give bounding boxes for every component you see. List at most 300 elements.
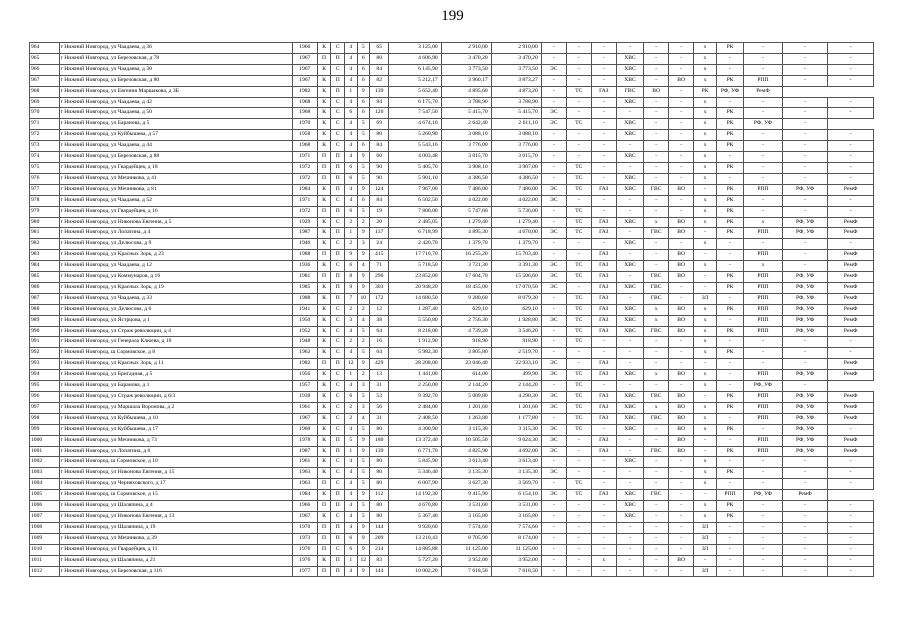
table-cell: 1985	[292, 282, 317, 293]
table-row	[30, 522, 874, 533]
table-cell: -	[541, 533, 566, 544]
table-cell: 6	[345, 261, 358, 272]
table-cell: -	[541, 141, 566, 152]
table-row	[30, 402, 874, 413]
table-cell: 5	[357, 206, 370, 217]
table-cell: 90	[370, 162, 389, 173]
table-cell: ХВС	[616, 490, 643, 501]
table-cell: 1982	[292, 359, 317, 370]
table-cell: -	[744, 501, 783, 512]
table-cell: -	[591, 544, 616, 555]
table-cell: -	[591, 152, 616, 163]
table-cell: ТС	[566, 304, 591, 315]
table-cell: -	[566, 108, 591, 119]
table-cell: -	[541, 544, 566, 555]
table-cell: К	[317, 555, 331, 566]
table-cell: 90	[370, 173, 389, 184]
table-cell: 7 547,50	[389, 108, 441, 119]
table-row	[30, 228, 874, 239]
table-cell: 1962	[292, 348, 317, 359]
table-cell: ТС	[566, 326, 591, 337]
table-cell: г Нижний Новгород, ш Сормовское, д 10	[59, 457, 292, 468]
table-cell: 5 405,70	[389, 162, 441, 173]
table-row	[30, 86, 874, 97]
table-cell: 9 920,60	[389, 522, 441, 533]
table-cell: -	[591, 43, 616, 54]
table-cell: -	[616, 544, 643, 555]
table-cell: -	[644, 75, 669, 86]
table-cell: РемФ	[828, 413, 874, 424]
table-cell: ТС	[566, 370, 591, 381]
table-cell: 17 604,70	[441, 272, 491, 283]
table-cell: С	[331, 457, 345, 468]
table-cell: -	[744, 424, 783, 435]
table-cell: -	[716, 381, 743, 392]
table-cell: 5 009,80	[441, 392, 491, 403]
table-cell: 6 502,50	[389, 195, 441, 206]
table-cell: 1952	[292, 326, 317, 337]
table-cell: 1012	[30, 566, 60, 577]
table-cell: 9	[357, 544, 370, 555]
table-cell: -	[566, 43, 591, 54]
table-cell: РК	[716, 119, 743, 130]
table-cell: -	[669, 162, 694, 173]
table-cell: ГАЗ	[591, 413, 616, 424]
table-cell: -	[644, 533, 669, 544]
table-cell: -	[744, 97, 783, 108]
table-cell: -	[591, 457, 616, 468]
table-cell: РФ, УФ	[782, 282, 827, 293]
table-cell: ВО	[669, 261, 694, 272]
table-cell: -	[782, 544, 827, 555]
table-cell: -	[541, 293, 566, 304]
table-cell: -	[591, 424, 616, 435]
table-cell: -	[744, 479, 783, 490]
table-cell: 5	[345, 435, 358, 446]
table-cell: -	[591, 468, 616, 479]
table-cell: 6	[357, 64, 370, 75]
table-cell: -	[744, 533, 783, 544]
table-cell: 5	[357, 130, 370, 141]
table-cell: х	[694, 195, 717, 206]
table-row	[30, 152, 874, 163]
table-cell: 981	[30, 228, 60, 239]
table-cell: 28 208,00	[389, 359, 441, 370]
table-cell: 4 022,00	[441, 195, 491, 206]
table-cell: -	[644, 141, 669, 152]
table-cell: 5 212,17	[389, 75, 441, 86]
table-cell: -	[644, 119, 669, 130]
table-cell: -	[541, 304, 566, 315]
table-cell: РК	[716, 348, 743, 359]
table-cell: -	[566, 359, 591, 370]
table-cell: -	[828, 108, 874, 119]
table-cell: -	[591, 141, 616, 152]
table-cell: 84	[370, 64, 389, 75]
table-cell: 1967	[292, 75, 317, 86]
table-cell: 3 805,80	[441, 348, 491, 359]
table-cell: -	[694, 272, 717, 283]
table-cell: ЭС	[541, 184, 566, 195]
table-cell: ХВС	[616, 75, 643, 86]
table-cell: 1968	[292, 108, 317, 119]
table-cell: 6 771,70	[389, 446, 441, 457]
table-cell: -	[782, 239, 827, 250]
table-cell: -	[616, 522, 643, 533]
table-row	[30, 250, 874, 261]
table-cell: -	[744, 141, 783, 152]
table-cell: 80	[370, 53, 389, 64]
table-cell: 5	[357, 479, 370, 490]
table-cell: П	[331, 53, 345, 64]
table-cell: 80	[370, 424, 389, 435]
table-cell: ЭС	[541, 370, 566, 381]
table-cell: К	[317, 228, 331, 239]
table-cell: г Нижний Новгород, ул Делюсова, д 9	[59, 239, 292, 250]
table-cell: 3	[357, 381, 370, 392]
table-cell: -	[591, 522, 616, 533]
table-cell: П	[317, 359, 331, 370]
table-cell: х	[694, 217, 717, 228]
table-cell: 970	[30, 108, 60, 119]
table-cell: 11 125,00	[441, 544, 491, 555]
table-cell: -	[616, 108, 643, 119]
table-cell: П	[331, 250, 345, 261]
table-cell: 4 386,50	[441, 173, 491, 184]
table-row	[30, 184, 874, 195]
table-cell: 3 960,17	[441, 75, 491, 86]
table-cell: 9	[357, 272, 370, 283]
table-cell: 1007	[30, 511, 60, 522]
table-cell: г Нижний Новгород, ул Страж революции, д 6/3	[59, 392, 292, 403]
table-cell: РемФ	[828, 326, 874, 337]
table-cell: -	[566, 533, 591, 544]
table-cell: -	[616, 381, 643, 392]
table-cell: 5 727,20	[389, 555, 441, 566]
table-cell: г Нижний Новгород, ул Мечникова, д 41	[59, 173, 292, 184]
table-cell: 5 901,10	[389, 173, 441, 184]
table-cell: С	[331, 108, 345, 119]
table-cell: 10	[357, 293, 370, 304]
table-cell: -	[828, 206, 874, 217]
table-cell: -	[694, 435, 717, 446]
table-cell: 4	[345, 97, 358, 108]
table-cell: 6	[345, 173, 358, 184]
table-cell: ХВС	[616, 424, 643, 435]
table-cell: 3 613,40	[441, 457, 491, 468]
table-cell: К	[317, 239, 331, 250]
table-cell: 2 485,05	[389, 217, 441, 228]
table-cell: 3 546,20	[491, 326, 541, 337]
table-cell: х	[694, 239, 717, 250]
table-cell: РФ, УФ	[744, 381, 783, 392]
table-cell: -	[616, 195, 643, 206]
table-cell: -	[566, 435, 591, 446]
table-cell: -	[644, 544, 669, 555]
table-cell: 987	[30, 293, 60, 304]
table-cell: г Нижний Новгород, ул Чаадаева, д 44	[59, 141, 292, 152]
table-cell: С	[331, 119, 345, 130]
table-cell: 5 845,90	[389, 457, 441, 468]
table-cell: 9	[357, 359, 370, 370]
table-cell: П	[331, 75, 345, 86]
table-cell: ГАЗ	[591, 261, 616, 272]
table-cell: -	[616, 555, 643, 566]
table-cell: ТС	[566, 217, 591, 228]
table-cell: П	[317, 206, 331, 217]
table-cell: 5 543,16	[389, 141, 441, 152]
table-cell: -	[782, 173, 827, 184]
table-cell: х	[694, 206, 717, 217]
table-cell: 80	[370, 479, 389, 490]
table-cell: г Нижний Новгород, ул Черняховского, д 17	[59, 479, 292, 490]
table-cell: 4	[345, 490, 358, 501]
table-cell: г Нижний Новгород, ул Чаадаева, д 33	[59, 293, 292, 304]
table-cell: 13 372,40	[389, 435, 441, 446]
table-cell: ГВС	[644, 326, 669, 337]
table-cell: -	[541, 250, 566, 261]
table-cell: 9	[357, 86, 370, 97]
table-cell: С	[331, 370, 345, 381]
table-cell: РФ, УФ	[782, 370, 827, 381]
table-cell: ХВС	[616, 130, 643, 141]
table-cell: К	[317, 392, 331, 403]
table-cell: ЭС	[541, 119, 566, 130]
table-cell: -	[566, 282, 591, 293]
table-cell: 1963	[292, 479, 317, 490]
table-cell: П	[331, 293, 345, 304]
table-cell: -	[616, 228, 643, 239]
table-row	[30, 479, 874, 490]
table-cell: -	[616, 337, 643, 348]
table-cell: -	[694, 490, 717, 501]
table-row	[30, 239, 874, 250]
table-cell: х	[694, 337, 717, 348]
table-cell: РК	[716, 511, 743, 522]
table-cell: К	[317, 424, 331, 435]
table-row	[30, 468, 874, 479]
table-cell: ЗЛ	[694, 293, 717, 304]
table-cell: 4	[345, 184, 358, 195]
table-row	[30, 315, 874, 326]
table-row	[30, 435, 874, 446]
table-cell: г Нижний Новгород, ул Березовская, д 78	[59, 53, 292, 64]
table-row	[30, 108, 874, 119]
table-cell: 989	[30, 315, 60, 326]
table-cell: 303	[370, 282, 389, 293]
table-cell: г Нижний Новгород, ул Страж революции, д 4	[59, 326, 292, 337]
table-cell: К	[317, 108, 331, 119]
table-cell: -	[566, 555, 591, 566]
table-cell: г Нижний Новгород, ул Красных Зорь, д 11	[59, 359, 292, 370]
table-cell: ТС	[566, 413, 591, 424]
table-cell: 1008	[30, 522, 60, 533]
table-cell: -	[828, 162, 874, 173]
table-cell: -	[782, 457, 827, 468]
table-cell: -	[828, 97, 874, 108]
table-cell: П	[331, 173, 345, 184]
table-cell: 5 367,40	[389, 511, 441, 522]
table-cell: 1	[345, 555, 358, 566]
table-cell: -	[616, 43, 643, 54]
table-cell: 3 531,60	[441, 501, 491, 512]
table-cell: х	[744, 217, 783, 228]
table-cell: ГАЗ	[591, 359, 616, 370]
table-cell: 1981	[292, 272, 317, 283]
table-cell: 4	[345, 522, 358, 533]
table-cell: 918,90	[441, 337, 491, 348]
table-cell: К	[317, 446, 331, 457]
table-cell: С	[331, 64, 345, 75]
table-cell: 3 470,20	[441, 53, 491, 64]
table-cell: -	[782, 533, 827, 544]
table-cell: -	[782, 43, 827, 54]
table-cell: К	[317, 43, 331, 54]
table-cell: г Нижний Новгород, ул Чаадаева, д 42	[59, 97, 292, 108]
table-cell: РемФ	[744, 86, 783, 97]
table-cell: ХВС	[616, 402, 643, 413]
table-cell: П	[331, 152, 345, 163]
table-cell: 9	[357, 446, 370, 457]
table-cell: 13 210,43	[389, 533, 441, 544]
table-cell: ВО	[669, 392, 694, 403]
table-cell: ЭС	[541, 272, 566, 283]
table-cell: 7 800,00	[389, 206, 441, 217]
table-cell: 1003	[30, 468, 60, 479]
table-cell: РФ, УФ	[782, 413, 827, 424]
table-cell: г Нижний Новгород, ул Никонова Евгения, д 15	[59, 468, 292, 479]
table-cell: 1982	[292, 86, 317, 97]
table-cell: 4	[345, 75, 358, 86]
table-cell: -	[566, 75, 591, 86]
table-cell: -	[828, 544, 874, 555]
table-cell: -	[669, 43, 694, 54]
table-cell: РемФ	[828, 250, 874, 261]
table-cell: -	[782, 195, 827, 206]
table-row	[30, 75, 874, 86]
table-cell: -	[669, 566, 694, 577]
table-cell: 1970	[292, 522, 317, 533]
table-cell: 992	[30, 348, 60, 359]
table-cell: РК	[716, 75, 743, 86]
table-cell: 9	[357, 533, 370, 544]
table-cell: г Нижний Новгород, ул Гвардейцев, д 11	[59, 544, 292, 555]
table-cell: -	[669, 206, 694, 217]
table-cell: РФ, УФ	[782, 228, 827, 239]
table-cell: 996	[30, 392, 60, 403]
table-cell: 1963	[292, 468, 317, 479]
table-cell: ХВС	[616, 184, 643, 195]
table-cell: -	[669, 239, 694, 250]
table-cell: -	[744, 359, 783, 370]
table-cell: -	[828, 424, 874, 435]
table-cell: 9	[345, 250, 358, 261]
table-cell: РК	[716, 108, 743, 119]
table-cell: -	[744, 53, 783, 64]
table-cell: 1967	[292, 64, 317, 75]
table-cell: 60	[370, 152, 389, 163]
table-cell: РемФ	[782, 490, 827, 501]
table-cell: 1966	[292, 501, 317, 512]
table-cell: 1936	[292, 261, 317, 272]
table-cell: С	[331, 511, 345, 522]
table-cell: -	[828, 43, 874, 54]
table-cell: С	[331, 544, 345, 555]
table-cell: 1011	[30, 555, 60, 566]
table-cell: -	[694, 282, 717, 293]
table-cell: 4	[357, 315, 370, 326]
table-cell: -	[591, 533, 616, 544]
table-cell: -	[694, 228, 717, 239]
table-cell: 64	[370, 348, 389, 359]
table-cell: 6	[357, 75, 370, 86]
table-cell: ВО	[669, 446, 694, 457]
table-cell: -	[828, 348, 874, 359]
table-cell: ХВС	[616, 217, 643, 228]
table-cell: 31	[370, 381, 389, 392]
table-cell: г Нижний Новгород, ул Чаадаева, д 50	[59, 108, 292, 119]
table-cell: г Нижний Новгород, ул Куйбышева, д 17	[59, 424, 292, 435]
table-cell: 3 873,27	[491, 75, 541, 86]
table-cell: 3 015,70	[441, 152, 491, 163]
table-cell: -	[782, 206, 827, 217]
table-cell: 2	[345, 217, 358, 228]
table-cell: 986	[30, 282, 60, 293]
table-cell: ЭС	[541, 108, 566, 119]
table-row	[30, 348, 874, 359]
table-cell: -	[828, 130, 874, 141]
table-row	[30, 293, 874, 304]
table-cell: 9	[345, 282, 358, 293]
table-cell: К	[317, 337, 331, 348]
table-cell: РФ, УФ	[782, 304, 827, 315]
table-cell: г Нижний Новгород, ул Лопатина, д 6	[59, 446, 292, 457]
table-cell: 415	[370, 250, 389, 261]
table-cell: ХВС	[616, 304, 643, 315]
table-cell: 4	[345, 195, 358, 206]
table-cell: -	[782, 566, 827, 577]
table-cell: К	[317, 370, 331, 381]
table-cell: ВО	[669, 315, 694, 326]
table-cell: 3 015,70	[491, 152, 541, 163]
table-cell: РПП	[744, 435, 783, 446]
table-cell: ТС	[566, 206, 591, 217]
table-cell: 7 486,00	[441, 184, 491, 195]
table-cell: 24	[370, 239, 389, 250]
table-cell: г Нижний Новгород, ул Куйбышева, д 10	[59, 413, 292, 424]
table-cell: 1970	[292, 119, 317, 130]
table-cell: 4 895,30	[441, 228, 491, 239]
table-cell: ЭС	[541, 282, 566, 293]
table-cell: 80	[370, 468, 389, 479]
table-row	[30, 446, 874, 457]
table-cell: ХВС	[616, 457, 643, 468]
table-cell: 5 346,40	[389, 468, 441, 479]
table-cell: ГАЗ	[591, 315, 616, 326]
table-row	[30, 533, 874, 544]
table-cell: 3 952,00	[491, 555, 541, 566]
table-cell: -	[828, 239, 874, 250]
table-cell: 998	[30, 413, 60, 424]
table-cell: 973	[30, 141, 60, 152]
table-cell: 6 145,90	[389, 64, 441, 75]
table-cell: 16	[370, 337, 389, 348]
table-cell: 965	[30, 53, 60, 64]
table-cell: -	[591, 162, 616, 173]
table-cell: П	[331, 228, 345, 239]
table-cell: РемФ	[828, 315, 874, 326]
table-cell: -	[716, 566, 743, 577]
